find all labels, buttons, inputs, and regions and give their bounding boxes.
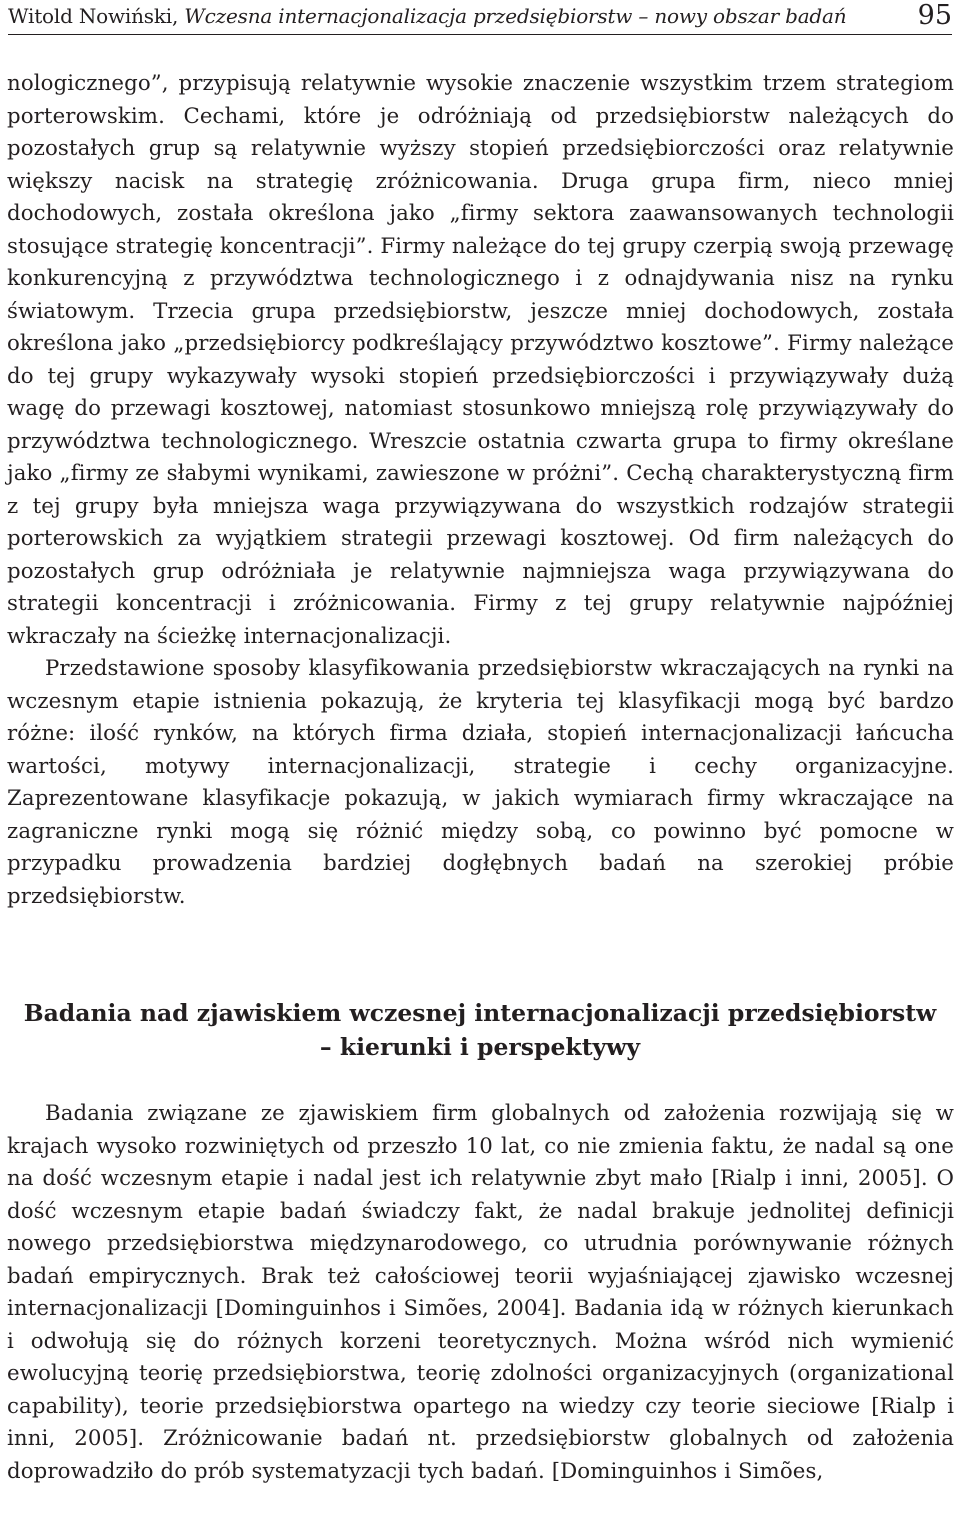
page-number: 95 xyxy=(917,0,952,31)
body-text-bottom xyxy=(7,1098,954,1488)
header-title: Wczesna internacjonalizacja przedsiębiorstw – nowy obszar badań xyxy=(184,4,847,28)
header-citation xyxy=(8,2,846,30)
section-heading-line-2: – kierunki i perspektywy xyxy=(319,1033,641,1061)
section-heading-line-1: Badania nad zjawiskiem wczesnej internacjonalizacji przedsiębiorstw xyxy=(23,999,937,1027)
running-header xyxy=(8,2,952,36)
section-heading xyxy=(0,996,960,1064)
paragraph: Badania związane ze zjawiskiem firm globalnych od założenia rozwijają się w krajach wysoko rozwiniętych od przeszło 10 lat, co nie zmienia faktu, że nadal są one na dość wczesnym etapie i nadal jest ich relatywnie zbyt mało [Rialp i inni, 2005]. O dość wczesnym etapie badań świadczy fakt, że nadal brakuje jednolitej definicji nowego przedsiębiorstwa międzynarodowego, co utrudnia porównywanie różnych badań empirycznych. Brak też całościowej teorii wyjaśniającej zjawisko wczesnej internacjonalizacji [Dominguinhos i Simões, 2004]. Badania idą w różnych kierunkach i odwołują się do różnych korzeni teoretycznych. Można wśród nich wymienić ewolucyjną teorię przedsiębiorstwa, teorię zdolności organizacyjnych (organizational capability), teorie przedsiębiorstwa opartego na wiedzy czy teorie sieciowe [Rialp i inni, 2005]. Zróżnicowanie badań nt. przedsiębiorstw globalnych od założenia doprowadziło do prób systematyzacji tych badań. [Dominguinhos i Simões, xyxy=(7,1101,954,1484)
paragraph-continued: nologicznego”, przypisują relatywnie wysokie znaczenie wszystkim trzem strategiom porterowskim. Cechami, które je odróżniają od przedsiębiorstw należących do pozostałych grup są relatywnie wyższy stopień przedsiębiorczości oraz relatywnie większy nacisk na strategię zróżnicowania. Druga grupa firm, nieco mniej dochodowych, została określona jako „firmy sektora zaawansowanych technologii stosujące strategię koncentracji”. Firmy należące do tej grupy czerpią swoją przewagę konkurencyjną z przywództwa technologicznego i z odnajdywania nisz na rynku światowym. Trzecia grupa przedsiębiorstw, jeszcze mniej dochodowych, została określona jako „przedsiębiorcy podkreślający przywództwo kosztowe”. Firmy należące do tej grupy wykazywały wysoki stopień przedsiębiorczości i przywiązywały dużą wagę do przewagi kosztowej, natomiast stosunkowo mniejszą rolę przywiązywały do przywództwa technologicznego. Wreszcie ostatnia czwarta grupa to firmy określane jako „firmy ze słabymi wynikami, zawieszone w próżni”. Cechą charakterystyczną firm z tej grupy była mniejsza waga przywiązywana do wszystkich rodzajów strategii porterowskich za wyjątkiem strategii przewagi kosztowej. Od firm należących do pozostałych grup odróżniała je relatywnie najmniejsza waga przywiązywana do strategii koncentracji i zróżnicowania. Firmy z tej grupy relatywnie najpóźniej wkraczały na ścieżkę internacjonalizacji. xyxy=(7,71,954,649)
body-text-top xyxy=(7,68,954,913)
paragraph: Przedstawione sposoby klasyfikowania przedsiębiorstw wkraczających na rynki na wczesnym etapie istnienia pokazują, że kryteria tej klasyfikacji mogą być bardzo różne: ilość rynków, na których firma działa, stopień internacjonalizacji łańcucha wartości, motywy internacjonalizacji, strategie i cechy organizacyjne. Zaprezentowane klasyfikacje pokazują, w jakich wymiarach firmy wkraczające na zagraniczne rynki mogą się różnić między sobą, co powinno być pomocne w przypadku prowadzenia bardziej dogłębnych badań na szerokiej próbie przedsiębiorstw. xyxy=(7,656,954,909)
header-author: Witold Nowiński, xyxy=(8,4,179,28)
header-rule xyxy=(8,34,952,35)
